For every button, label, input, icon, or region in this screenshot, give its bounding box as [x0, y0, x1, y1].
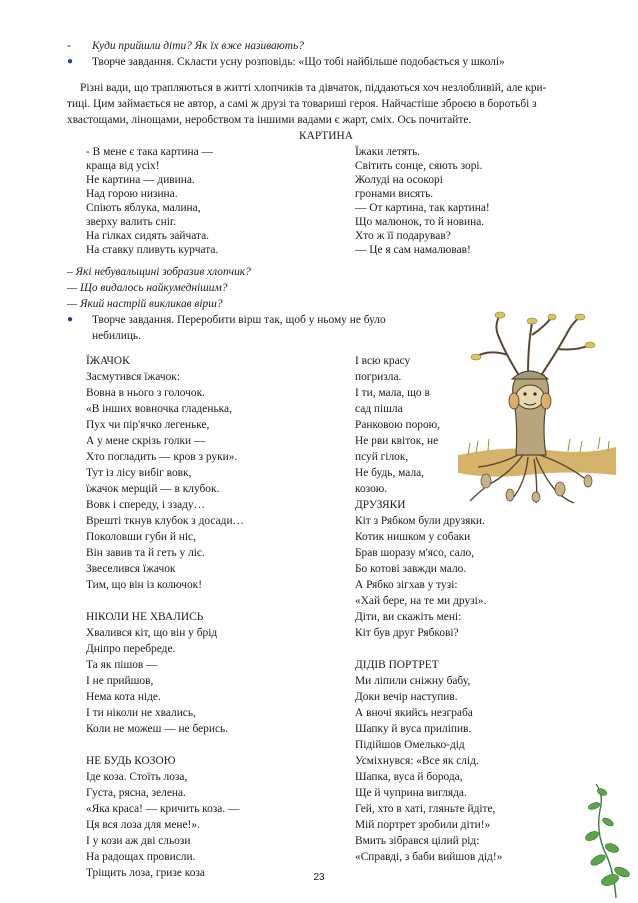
poem-line: псуй гілок,: [355, 451, 409, 463]
poem-line: А вночі якийсь незграба: [355, 707, 473, 719]
poem-line: [86, 593, 244, 609]
ear-shape: [541, 393, 551, 409]
poem-line: Дніпро перебреде.: [86, 643, 176, 655]
poem-line: Не будь, мала,: [355, 467, 425, 479]
poem-line: Ми ліпили сніжну бабу,: [355, 675, 471, 687]
poem-line: Бо котові завжди мало.: [355, 563, 467, 575]
poem-line: Їжаки летять.: [355, 146, 421, 158]
poems-right-top-column: [355, 353, 440, 497]
poem-line: НЕ БУДЬ КОЗОЮ: [86, 755, 176, 767]
poem-line: Нема кота ніде.: [86, 691, 161, 703]
poem-line: Що малюнок, то й новина.: [355, 216, 485, 228]
poem-line: І ти, мала, що в: [355, 387, 430, 399]
poem-line: [86, 737, 244, 753]
poem-line: Кіт був друг Рябкові?: [355, 627, 459, 639]
poem-line: НІКОЛИ НЕ ХВАЛИСЬ: [86, 611, 204, 623]
question-1: Куди прийшли діти? Як їх вже називають?: [92, 40, 304, 52]
poem-line: Густа, рясна, зелена.: [86, 787, 186, 799]
poem-line: Тут із лісу вибіг вовк,: [86, 467, 192, 479]
poem-line: І всю красу: [355, 355, 411, 367]
poem-line: Кіт з Рябком були друзяки.: [355, 515, 485, 527]
task-2-line-1: Творче завдання. Переробити вірш так, щоб у ньому не було: [92, 314, 386, 326]
poem-line: гронами висять.: [355, 188, 434, 200]
poem-line: — Це я сам намалював!: [355, 244, 471, 256]
poem-line: Хто ж її подарував?: [355, 230, 451, 242]
intro-line-2: тиці. Цим займається не автор, а самі ж друзі та товариші героя. Найчастіше зброєю в боротьбі з: [67, 98, 537, 110]
poems-right-bottom-column: [355, 497, 502, 865]
poem-line: І у кози аж дві сльози: [86, 835, 191, 847]
question-line: — Що видалось найкумеднішим?: [67, 282, 228, 294]
poem-line: На радощах провисли.: [86, 851, 196, 863]
poem-line: їжачок мерщій — в клубок.: [86, 483, 220, 495]
poem-line: Поколовши губи й ніс,: [86, 531, 196, 543]
poem-line: Діти, ви скажіть мені:: [355, 611, 462, 623]
poem-line: На ставку пливуть курчата.: [86, 244, 219, 256]
poem-line: Усміхнувся: «Все як слід.: [355, 755, 479, 767]
poem-line: Світить сонце, сяють зорі.: [355, 160, 483, 172]
eye-shape: [533, 392, 536, 395]
poem-line: Жолуді на осокорі: [355, 174, 443, 186]
kartyna-right-column: [355, 145, 490, 257]
task-2-line-2: небилиць.: [92, 330, 141, 342]
dash-marker: -: [67, 40, 71, 52]
poem-line: Іде коза. Стоїть лоза,: [86, 771, 188, 783]
tree-illustration: [448, 305, 620, 505]
intro-line-1: Різні вади, що трапляються в житті хлопчиків та дівчаток, піддаються хоч незлобливій, але кри-: [80, 82, 547, 94]
poem-line: І ти ніколи не хвались,: [86, 707, 196, 719]
poem-line: І не прийшов,: [86, 675, 154, 687]
poem-line: Хто погладить — кров з руки».: [86, 451, 238, 463]
task-1: Творче завдання. Скласти усну розповідь: «Що тобі найбільше подобається у школі»: [92, 56, 505, 68]
poem-line: козою.: [355, 483, 388, 495]
question-line: — Який настрій викликав вірш?: [67, 298, 223, 310]
bullet-icon: ●: [67, 314, 74, 325]
poem-line: краща від усіх!: [86, 160, 160, 172]
poem-line: Ця вся лоза для мене!».: [86, 819, 200, 831]
intro-line-3: хвастощами, лінощами, неробством та іншими вадами є жарт, сміх. Ось почитайте.: [67, 114, 472, 126]
question-line: – Які небувальщині зобразив хлопчик?: [67, 266, 251, 278]
poem-line: Гей, хто в хаті, гляньте йдіте,: [355, 803, 496, 815]
poem-line: А Рябко зігхав у тузі:: [355, 579, 458, 591]
poem-line: Шапку й вуса прилiпив.: [355, 723, 472, 735]
poem-title-kartyna: КАРТИНА: [299, 130, 353, 142]
poem-line: «Яка краса! — кричить коза. —: [86, 803, 240, 815]
poems-left-column: [86, 353, 244, 881]
poem-line: Доки вечір наступив.: [355, 691, 458, 703]
poem-line: Підійшов Омелько-дід: [355, 739, 465, 751]
poem-line: На гілках сидять зайчата.: [86, 230, 209, 242]
branches-shape: [476, 315, 590, 377]
poem-line: «Хай бере, на те ми друзі».: [355, 595, 487, 607]
poem-line: «В інших вовночка гладенька,: [86, 403, 232, 415]
poem-line: Не рви квіток, не: [355, 435, 439, 447]
poem-line: - В мене є така картина —: [86, 146, 213, 158]
poem-line: погризла.: [355, 371, 402, 383]
poem-line: ЇЖАЧОК: [86, 355, 130, 367]
poem-line: Вовна в нього з голочок.: [86, 387, 205, 399]
poem-line: Мій портрет зробили діти!»: [355, 819, 491, 831]
poem-line: сад пішла: [355, 403, 403, 415]
poem-line: Та як пішов —: [86, 659, 158, 671]
poem-line: Брав шоразу м'ясо, сало,: [355, 547, 475, 559]
poem-line: — От картина, так картина!: [355, 202, 490, 214]
poem-line: Ще й чуприна вигляда.: [355, 787, 467, 799]
poem-line: Хвалився кіт, що він у брід: [86, 627, 218, 639]
poem-line: Котик нишком у собаки: [355, 531, 471, 543]
poem-line: Ранковою порою,: [355, 419, 441, 431]
poem-line: Пух чи пір'ячко легеньке,: [86, 419, 210, 431]
poem-line: Тріщить лоза, гризе коза: [86, 867, 205, 879]
poem-line: зверху валить сніг.: [86, 216, 177, 228]
poem-line: ДРУЗЯКИ: [355, 499, 406, 511]
poem-line: Засмутився їжачок:: [86, 371, 181, 383]
poem-line: Звеселився їжачок: [86, 563, 176, 575]
ear-shape: [509, 393, 519, 409]
poem-line: Шапка, вуса й борода,: [355, 771, 463, 783]
poem-line: ДІДІВ ПОРТРЕТ: [355, 659, 439, 671]
poem-line: [355, 641, 502, 657]
poem-line: Коли не можеш — не берись.: [86, 723, 229, 735]
poem-line: «Справді, з баби вийшов дід!»: [355, 851, 503, 863]
poem-line: Не картина — дивина.: [86, 174, 195, 186]
page-number: 23: [313, 872, 325, 883]
bullet-icon: ●: [67, 56, 74, 67]
poem-line: Тим, що він із колючок!: [86, 579, 202, 591]
eye-shape: [523, 392, 526, 395]
poem-line: Врешті ткнув клубок з досади…: [86, 515, 244, 527]
poem-line: Над горою низина.: [86, 188, 178, 200]
poem-line: Спіють яблука, малина,: [86, 202, 201, 214]
poem-line: А у мене скрізь голки —: [86, 435, 206, 447]
poem-line: Вовк і спереду, і ззаду…: [86, 499, 206, 511]
kartyna-left-column: [86, 145, 218, 257]
poem-line: Вмить зібрався цілий рід:: [355, 835, 480, 847]
poem-line: Він завив та й геть у ліс.: [86, 547, 205, 559]
